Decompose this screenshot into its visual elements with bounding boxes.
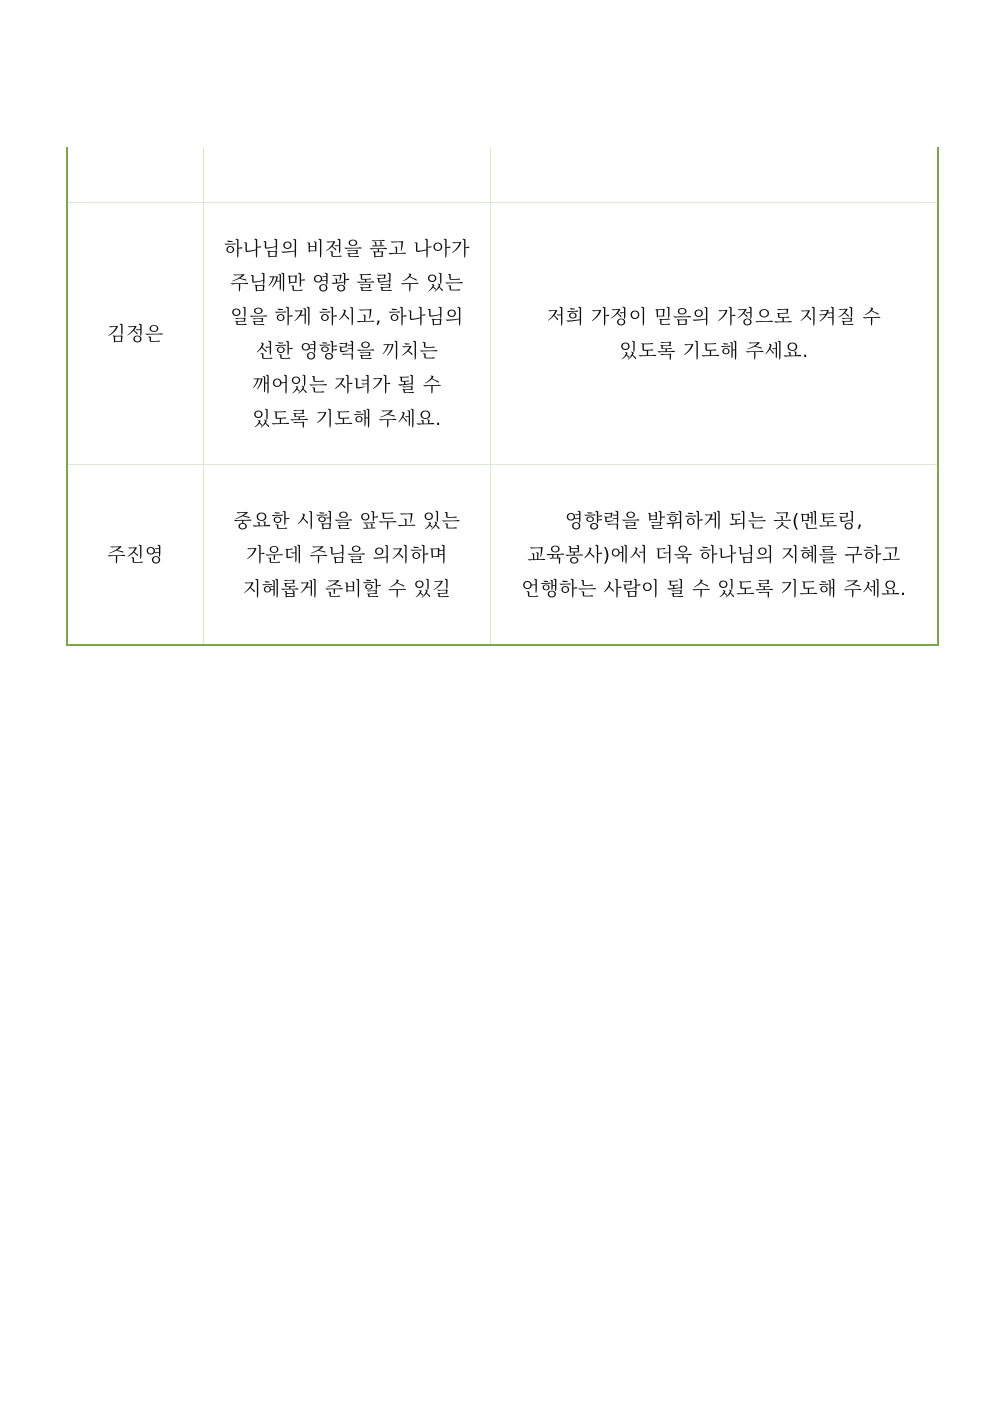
prayer-request-table-container (66, 147, 935, 646)
personal-prayer-line: 가운데 주님을 의지하며 (246, 543, 448, 566)
name-cell (67, 147, 204, 203)
personal-prayer-cell (204, 147, 491, 203)
name-cell: 김정은 (67, 203, 204, 465)
name-cell: 주진영 (67, 465, 204, 646)
personal-prayer-line: 주님께만 영광 돌릴 수 있는 (230, 271, 464, 294)
personal-prayer-cell (204, 203, 491, 465)
family-prayer-cell (491, 203, 939, 465)
personal-prayer-cell (204, 465, 491, 646)
family-prayer-line: 저희 가정이 믿음의 가정으로 지켜질 수 (546, 305, 882, 328)
family-prayer-line: 교육봉사)에서 더욱 하나님의 지혜를 구하고 (527, 543, 901, 566)
family-prayer-line: 언행하는 사람이 될 수 있도록 기도해 주세요. (521, 577, 907, 600)
table-row-kim-jeongeun (67, 203, 938, 465)
family-prayer-cell (491, 147, 939, 203)
personal-prayer-line: 하나님의 비전을 품고 나아가 (224, 237, 470, 260)
table-row-joo-jinyoung (67, 465, 938, 646)
table-row-blank (67, 147, 938, 203)
personal-prayer-line: 지혜롭게 준비할 수 있길 (242, 577, 452, 600)
personal-prayer-line: 선한 영향력을 끼치는 (255, 339, 439, 362)
family-prayer-cell (491, 465, 939, 646)
family-prayer-line: 있도록 기도해 주세요. (619, 339, 809, 362)
personal-prayer-line: 중요한 시험을 앞두고 있는 (233, 509, 461, 532)
personal-prayer-line: 있도록 기도해 주세요. (252, 407, 442, 430)
prayer-request-table (66, 147, 939, 646)
family-prayer-line: 영향력을 발휘하게 되는 곳(멘토링, (564, 509, 864, 532)
personal-prayer-line: 깨어있는 자녀가 될 수 (252, 373, 442, 396)
personal-prayer-line: 일을 하게 하시고, 하나님의 (230, 305, 464, 328)
